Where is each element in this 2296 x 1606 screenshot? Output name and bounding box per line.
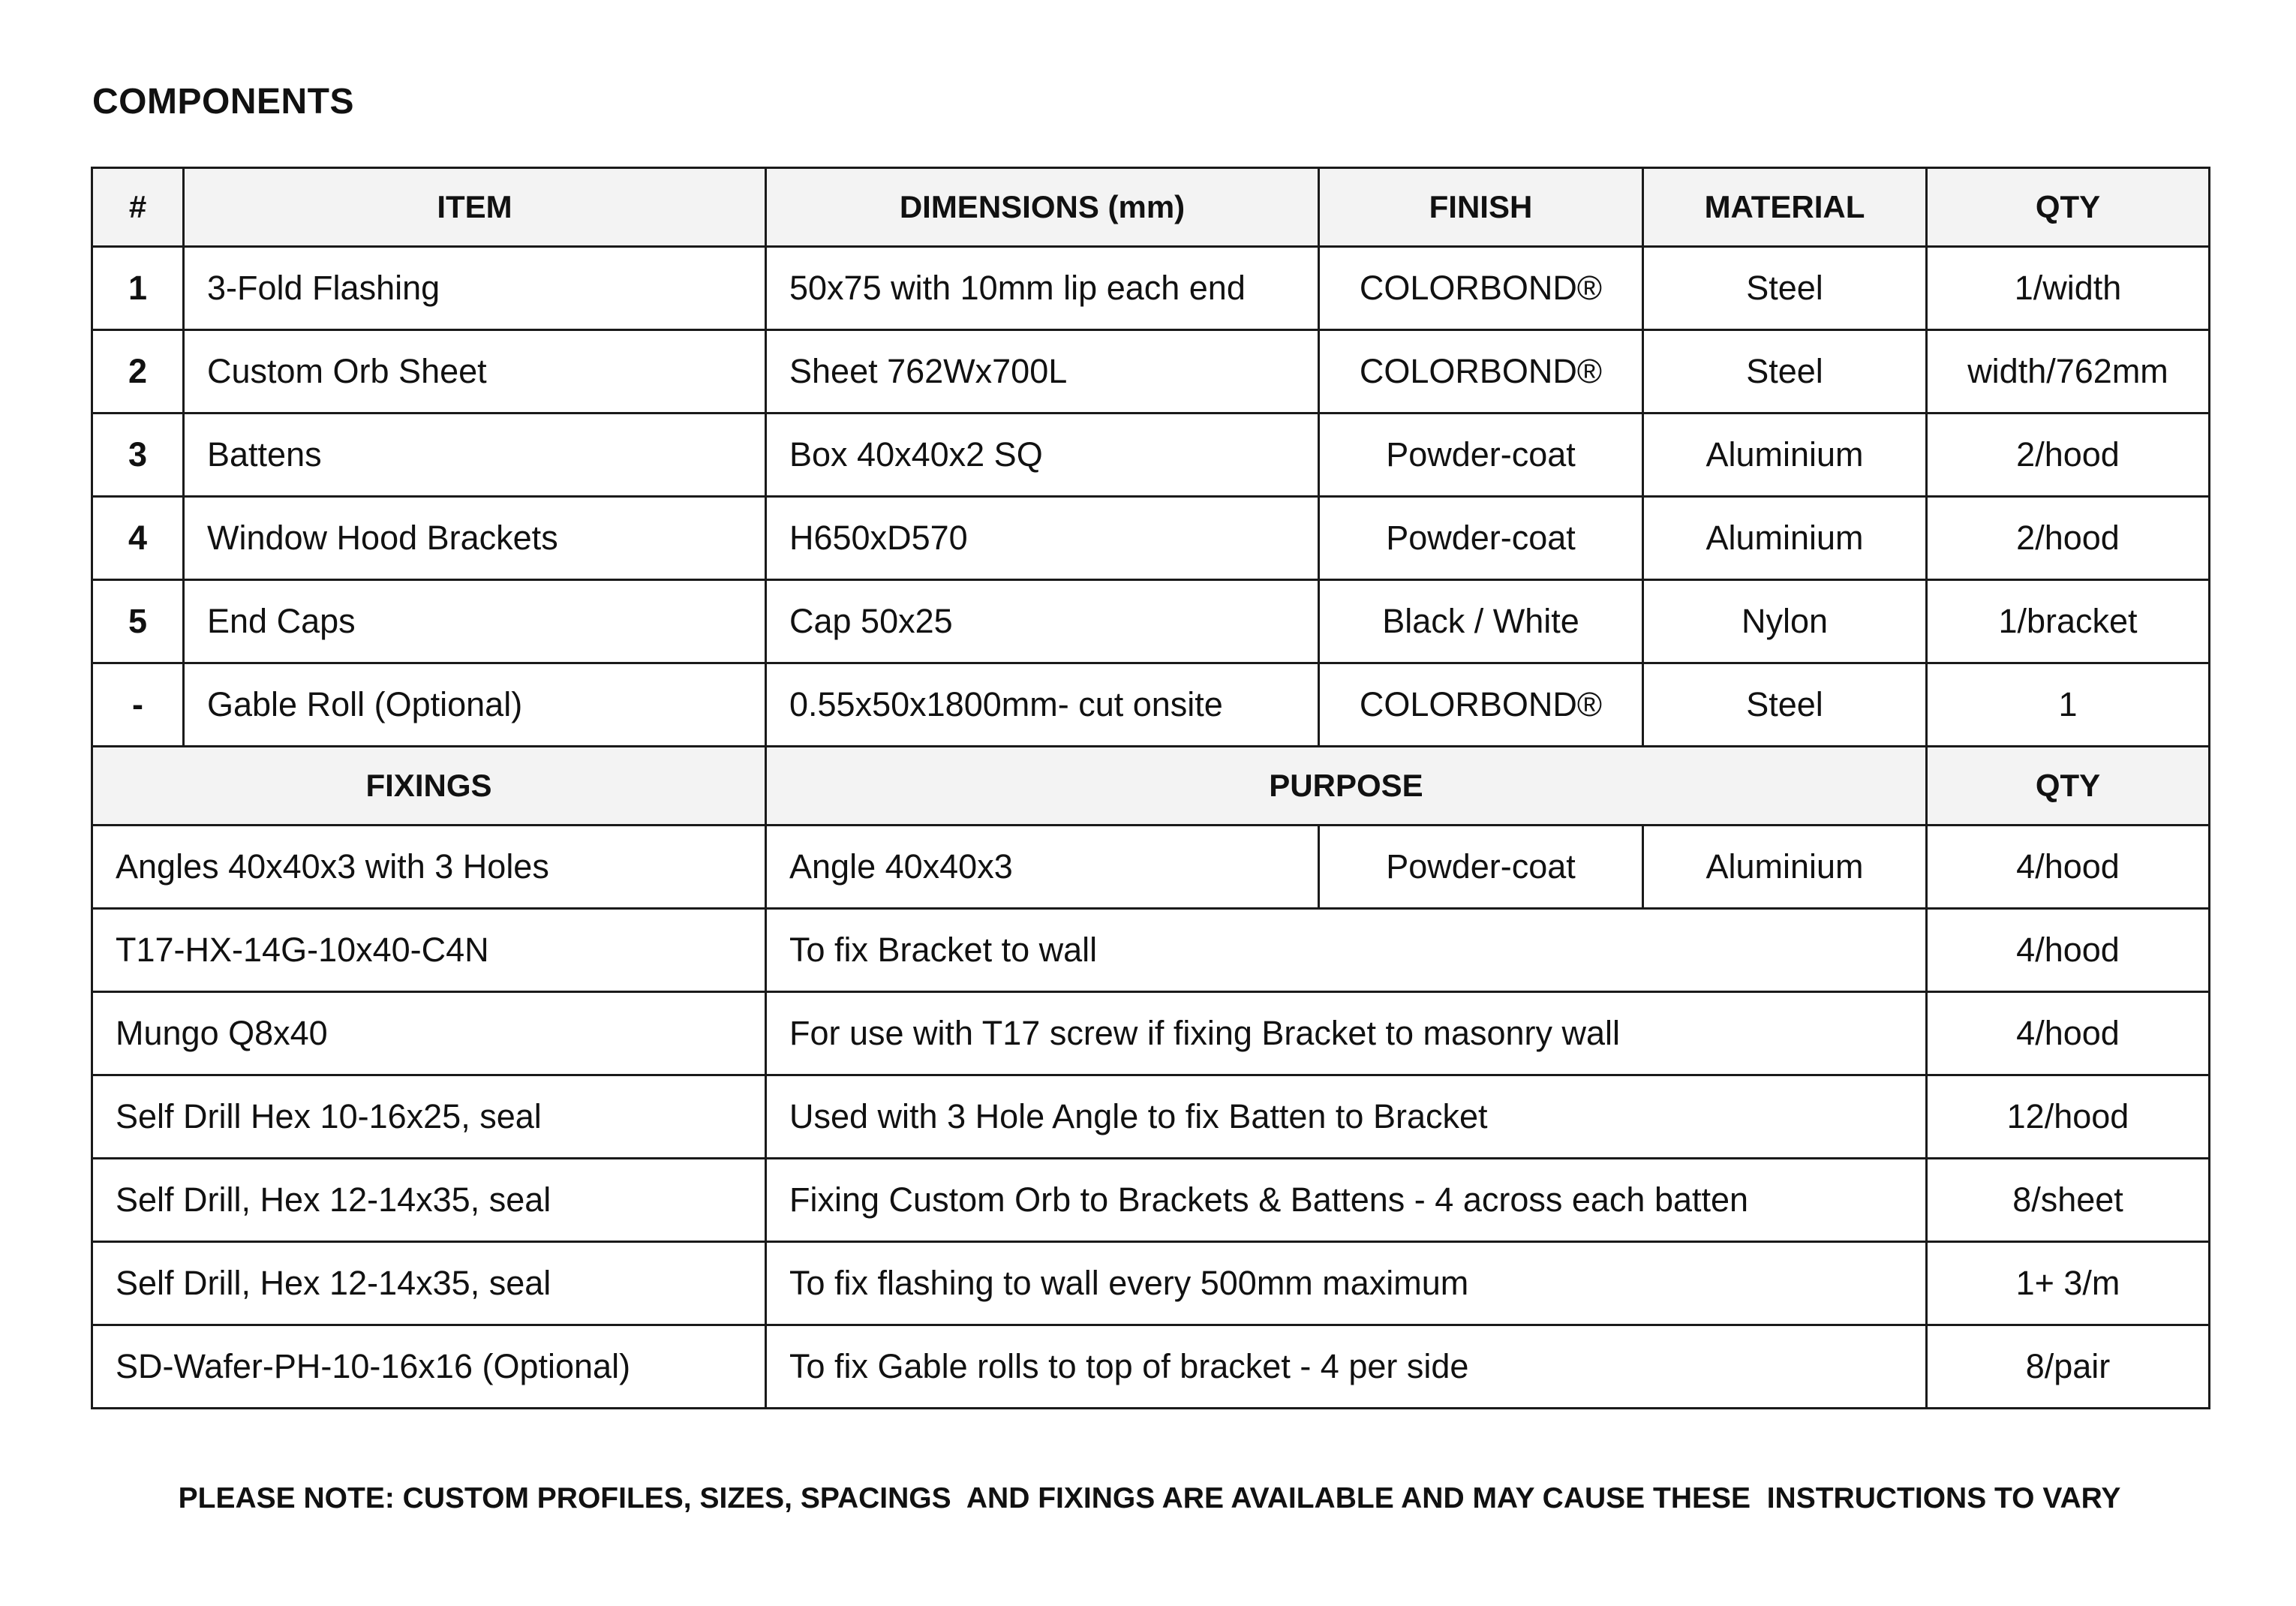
fixing-qty: 4/hood — [1927, 909, 2210, 992]
fixing-name: SD-Wafer-PH-10-16x16 (Optional) — [92, 1325, 766, 1409]
fixing-name: Self Drill, Hex 12-14x35, seal — [92, 1159, 766, 1242]
header-item: ITEM — [184, 168, 766, 247]
component-dimensions: Box 40x40x2 SQ — [766, 414, 1319, 497]
header-dimensions: DIMENSIONS (mm) — [766, 168, 1319, 247]
component-material: Nylon — [1643, 580, 1927, 663]
fixing-purpose: Fixing Custom Orb to Brackets & Battens - 4 across each batten — [766, 1159, 1927, 1242]
fixing-purpose: To fix Gable rolls to top of bracket - 4 per side — [766, 1325, 1927, 1409]
fixing-qty: 4/hood — [1927, 992, 2210, 1075]
component-finish: Black / White — [1319, 580, 1643, 663]
fixing-finish: Powder-coat — [1319, 826, 1643, 909]
fixing-row — [92, 909, 2210, 992]
component-row — [92, 330, 2210, 414]
header-finish: FINISH — [1319, 168, 1643, 247]
fixing-qty: 8/sheet — [1927, 1159, 2210, 1242]
component-item: 3-Fold Flashing — [184, 247, 766, 330]
component-num: - — [92, 663, 184, 747]
component-row — [92, 580, 2210, 663]
components-table — [91, 167, 2210, 1409]
component-item: Custom Orb Sheet — [184, 330, 766, 414]
fixing-name: Self Drill, Hex 12-14x35, seal — [92, 1242, 766, 1325]
fixing-name: Mungo Q8x40 — [92, 992, 766, 1075]
header-material: MATERIAL — [1643, 168, 1927, 247]
component-qty: 1 — [1927, 663, 2210, 747]
component-finish: COLORBOND® — [1319, 663, 1643, 747]
fixing-qty: 12/hood — [1927, 1075, 2210, 1159]
component-finish: Powder-coat — [1319, 414, 1643, 497]
component-num: 3 — [92, 414, 184, 497]
component-item: Gable Roll (Optional) — [184, 663, 766, 747]
fixing-purpose: To fix flashing to wall every 500mm maximum — [766, 1242, 1927, 1325]
fixing-qty: 1+ 3/m — [1927, 1242, 2210, 1325]
component-qty: 1/width — [1927, 247, 2210, 330]
component-finish: Powder-coat — [1319, 497, 1643, 580]
component-qty: width/762mm — [1927, 330, 2210, 414]
component-num: 2 — [92, 330, 184, 414]
fixing-material: Aluminium — [1643, 826, 1927, 909]
component-finish: COLORBOND® — [1319, 330, 1643, 414]
component-dimensions: H650xD570 — [766, 497, 1319, 580]
fixing-name: T17-HX-14G-10x40-C4N — [92, 909, 766, 992]
component-num: 1 — [92, 247, 184, 330]
fixing-row — [92, 826, 2210, 909]
header-num: # — [92, 168, 184, 247]
header-fixings-qty: QTY — [1927, 747, 2210, 826]
component-num: 4 — [92, 497, 184, 580]
component-row — [92, 414, 2210, 497]
fixing-qty: 4/hood — [1927, 826, 2210, 909]
component-material: Steel — [1643, 330, 1927, 414]
header-purpose: PURPOSE — [766, 747, 1927, 826]
fixing-purpose: Angle 40x40x3 — [766, 826, 1319, 909]
component-material: Aluminium — [1643, 497, 1927, 580]
component-item: Battens — [184, 414, 766, 497]
header-qty: QTY — [1927, 168, 2210, 247]
component-dimensions: Cap 50x25 — [766, 580, 1319, 663]
fixing-name: Self Drill Hex 10-16x25, seal — [92, 1075, 766, 1159]
component-qty: 2/hood — [1927, 497, 2210, 580]
fixing-purpose: Used with 3 Hole Angle to fix Batten to Bracket — [766, 1075, 1927, 1159]
component-item: End Caps — [184, 580, 766, 663]
components-header-row — [92, 168, 2210, 247]
component-qty: 1/bracket — [1927, 580, 2210, 663]
component-row — [92, 247, 2210, 330]
fixings-header-row — [92, 747, 2210, 826]
fixing-row — [92, 1075, 2210, 1159]
component-dimensions: 0.55x50x1800mm- cut onsite — [766, 663, 1319, 747]
fixing-row — [92, 1242, 2210, 1325]
component-finish: COLORBOND® — [1319, 247, 1643, 330]
page-title: COMPONENTS — [92, 82, 355, 122]
component-dimensions: Sheet 762Wx700L — [766, 330, 1319, 414]
fixing-row — [92, 1159, 2210, 1242]
component-material: Steel — [1643, 663, 1927, 747]
header-fixings: FIXINGS — [92, 747, 766, 826]
component-row — [92, 497, 2210, 580]
fixing-purpose: For use with T17 screw if fixing Bracket to masonry wall — [766, 992, 1927, 1075]
footnote: PLEASE NOTE: CUSTOM PROFILES, SIZES, SPACINGS AND FIXINGS ARE AVAILABLE AND MAY CAUSE THESE INSTRUCTIONS TO VARY — [178, 1482, 2121, 1514]
fixing-purpose: To fix Bracket to wall — [766, 909, 1927, 992]
component-num: 5 — [92, 580, 184, 663]
component-item: Window Hood Brackets — [184, 497, 766, 580]
fixing-row — [92, 992, 2210, 1075]
fixing-qty: 8/pair — [1927, 1325, 2210, 1409]
component-material: Steel — [1643, 247, 1927, 330]
fixing-row — [92, 1325, 2210, 1409]
fixing-name: Angles 40x40x3 with 3 Holes — [92, 826, 766, 909]
component-dimensions: 50x75 with 10mm lip each end — [766, 247, 1319, 330]
component-qty: 2/hood — [1927, 414, 2210, 497]
component-row — [92, 663, 2210, 747]
component-material: Aluminium — [1643, 414, 1927, 497]
